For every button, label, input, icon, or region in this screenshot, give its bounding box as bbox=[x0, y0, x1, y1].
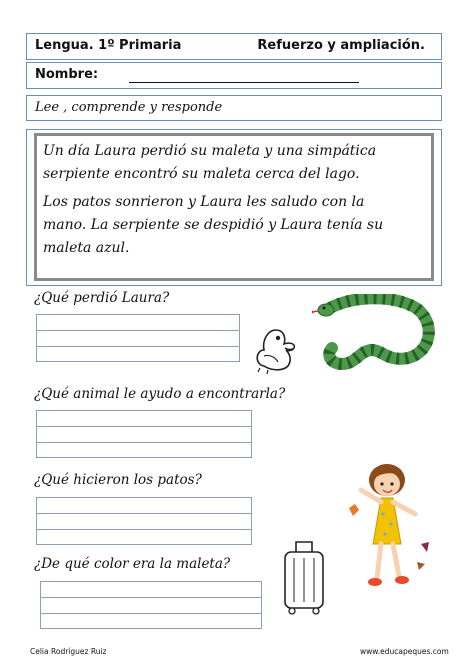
girl-drawing bbox=[345, 460, 435, 600]
question-2: ¿Qué animal le ayudo a encontrarla? bbox=[34, 386, 286, 402]
header-box bbox=[26, 33, 442, 60]
name-label: Nombre: bbox=[35, 67, 99, 82]
answer-box-3[interactable] bbox=[36, 497, 252, 545]
question-1: ¿Qué perdió Laura? bbox=[34, 290, 170, 306]
snake-drawing bbox=[312, 294, 438, 372]
story-line: maleta azul. bbox=[43, 240, 130, 256]
instruction-text: Lee , comprende y responde bbox=[35, 100, 223, 115]
answer-box-2[interactable] bbox=[36, 410, 252, 458]
answer-line[interactable] bbox=[37, 530, 251, 544]
answer-line[interactable] bbox=[41, 582, 261, 598]
answer-box-1[interactable] bbox=[36, 314, 240, 362]
question-3: ¿Qué hicieron los patos? bbox=[34, 472, 202, 488]
instruction-box bbox=[26, 95, 442, 121]
answer-box-4[interactable] bbox=[40, 581, 262, 629]
answer-line[interactable] bbox=[41, 614, 261, 628]
site-link[interactable]: www.educapeques.com bbox=[360, 647, 449, 656]
answer-line[interactable] bbox=[37, 514, 251, 530]
story-line: Los patos sonrieron y Laura les saludo con la bbox=[43, 194, 365, 210]
answer-line[interactable] bbox=[37, 498, 251, 514]
section-title: Refuerzo y ampliación. bbox=[257, 38, 425, 53]
answer-line[interactable] bbox=[37, 427, 251, 443]
question-4: ¿De qué color era la maleta? bbox=[34, 556, 231, 572]
author-credit: Celia Rodríguez Ruiz bbox=[30, 647, 107, 656]
story-line: serpiente encontró su maleta cerca del lago. bbox=[43, 166, 360, 182]
name-row bbox=[26, 62, 442, 89]
story-box bbox=[34, 133, 434, 281]
answer-line[interactable] bbox=[37, 411, 251, 427]
story-line: mano. La serpiente se despidió y Laura tenía su bbox=[43, 217, 384, 233]
suitcase-drawing bbox=[282, 540, 326, 616]
subject-title: Lengua. 1º Primaria bbox=[35, 38, 182, 53]
name-field[interactable] bbox=[129, 82, 359, 83]
duck-drawing bbox=[250, 320, 306, 376]
answer-line[interactable] bbox=[37, 331, 239, 347]
answer-line[interactable] bbox=[37, 315, 239, 331]
story-line: Un día Laura perdió su maleta y una simpática bbox=[43, 143, 377, 159]
answer-line[interactable] bbox=[41, 598, 261, 614]
answer-line[interactable] bbox=[37, 347, 239, 361]
answer-line[interactable] bbox=[37, 443, 251, 457]
